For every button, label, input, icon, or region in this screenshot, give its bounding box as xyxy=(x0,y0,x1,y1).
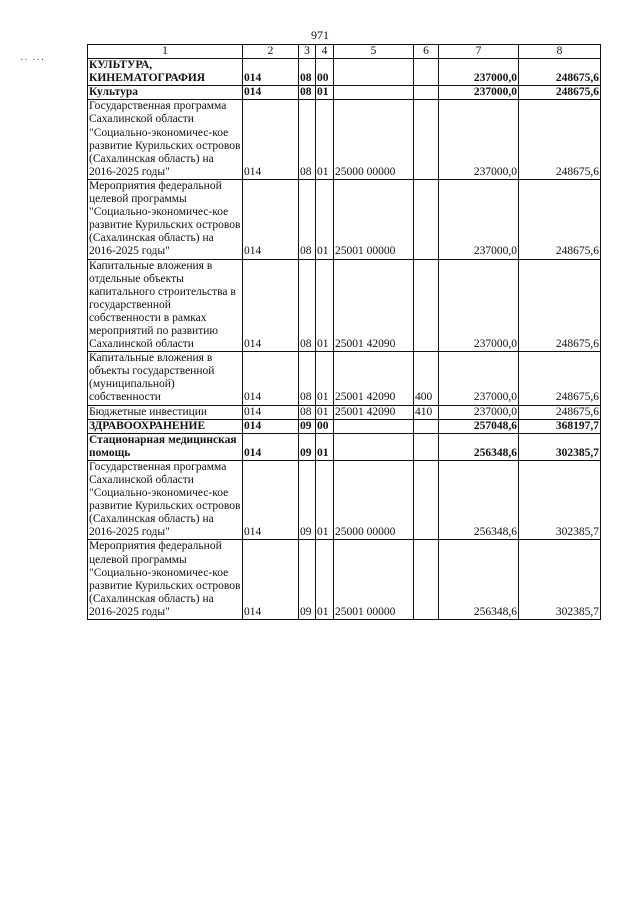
code-expense-type xyxy=(414,59,439,86)
code-target: 25000 00000 xyxy=(334,100,414,180)
code-subsection: 00 xyxy=(316,59,334,86)
amount-year-2: 248675,6 xyxy=(519,405,601,419)
header-row xyxy=(88,45,601,59)
code-expense-type xyxy=(414,179,439,259)
code-admin: 014 xyxy=(243,433,299,460)
code-target: 25001 42090 xyxy=(334,405,414,419)
row-name: ЗДРАВООХРАНЕНИЕ xyxy=(88,419,243,433)
code-expense-type: 400 xyxy=(414,352,439,405)
code-section: 08 xyxy=(299,259,316,352)
header-cell: 5 xyxy=(334,45,414,59)
code-section: 08 xyxy=(299,86,316,100)
code-admin: 014 xyxy=(243,419,299,433)
amount-year-1: 257048,6 xyxy=(439,419,519,433)
code-subsection: 01 xyxy=(316,259,334,352)
amount-year-1: 237000,0 xyxy=(439,59,519,86)
budget-table xyxy=(87,44,601,620)
table-row xyxy=(88,540,601,620)
code-subsection: 01 xyxy=(316,540,334,620)
table-row xyxy=(88,59,601,86)
table-row xyxy=(88,433,601,460)
page-number: 971 xyxy=(311,28,329,42)
amount-year-1: 256348,6 xyxy=(439,433,519,460)
header-cell: 6 xyxy=(414,45,439,59)
table-row xyxy=(88,352,601,405)
code-subsection: 01 xyxy=(316,405,334,419)
header-cell: 1 xyxy=(88,45,243,59)
code-admin: 014 xyxy=(243,259,299,352)
code-target: 25001 00000 xyxy=(334,540,414,620)
amount-year-2: 248675,6 xyxy=(519,59,601,86)
table-row xyxy=(88,179,601,259)
code-section: 08 xyxy=(299,100,316,180)
code-section: 08 xyxy=(299,59,316,86)
row-name: КУЛЬТУРА, КИНЕМАТОГРАФИЯ xyxy=(88,59,243,86)
table-row xyxy=(88,405,601,419)
row-name: Стационарная медицинская помощь xyxy=(88,433,243,460)
code-admin: 014 xyxy=(243,100,299,180)
amount-year-2: 248675,6 xyxy=(519,100,601,180)
amount-year-1: 237000,0 xyxy=(439,86,519,100)
table-row xyxy=(88,86,601,100)
amount-year-1: 256348,6 xyxy=(439,540,519,620)
code-expense-type: 410 xyxy=(414,405,439,419)
code-target xyxy=(334,419,414,433)
code-section: 08 xyxy=(299,405,316,419)
amount-year-1: 237000,0 xyxy=(439,405,519,419)
row-name: Бюджетные инвестиции xyxy=(88,405,243,419)
code-expense-type xyxy=(414,100,439,180)
code-target: 25001 42090 xyxy=(334,352,414,405)
code-subsection: 01 xyxy=(316,100,334,180)
code-expense-type xyxy=(414,433,439,460)
header-cell: 2 xyxy=(243,45,299,59)
code-subsection: 01 xyxy=(316,179,334,259)
code-admin: 014 xyxy=(243,86,299,100)
header-cell: 7 xyxy=(439,45,519,59)
code-admin: 014 xyxy=(243,179,299,259)
code-admin: 014 xyxy=(243,540,299,620)
amount-year-2: 248675,6 xyxy=(519,352,601,405)
code-section: 08 xyxy=(299,179,316,259)
code-section: 08 xyxy=(299,352,316,405)
amount-year-2: 302385,7 xyxy=(519,540,601,620)
amount-year-2: 302385,7 xyxy=(519,433,601,460)
row-name: Государственная программа Сахалинской области "Социально-экономичес-кое развитие Курильских островов (Сахалинская область) на 2016-2025 годы" xyxy=(88,100,243,180)
code-section: 09 xyxy=(299,460,316,540)
amount-year-1: 237000,0 xyxy=(439,259,519,352)
amount-year-2: 302385,7 xyxy=(519,460,601,540)
code-target xyxy=(334,86,414,100)
margin-marks: ·· ··· xyxy=(20,55,46,66)
code-expense-type xyxy=(414,460,439,540)
header-cell: 3 xyxy=(299,45,316,59)
code-section: 09 xyxy=(299,433,316,460)
code-subsection: 01 xyxy=(316,433,334,460)
code-subsection: 00 xyxy=(316,419,334,433)
code-expense-type xyxy=(414,419,439,433)
amount-year-2: 368197,7 xyxy=(519,419,601,433)
row-name: Мероприятия федеральной целевой программы "Социально-экономичес-кое развитие Курильских островов (Сахалинская область) на 2016-2025 годы" xyxy=(88,179,243,259)
code-subsection: 01 xyxy=(316,352,334,405)
code-expense-type xyxy=(414,86,439,100)
table-row xyxy=(88,100,601,180)
code-expense-type xyxy=(414,540,439,620)
code-subsection: 01 xyxy=(316,460,334,540)
code-target: 25001 42090 xyxy=(334,259,414,352)
header-cell: 4 xyxy=(316,45,334,59)
table-row xyxy=(88,419,601,433)
code-admin: 014 xyxy=(243,59,299,86)
amount-year-1: 256348,6 xyxy=(439,460,519,540)
amount-year-2: 248675,6 xyxy=(519,86,601,100)
amount-year-1: 237000,0 xyxy=(439,179,519,259)
code-target: 25000 00000 xyxy=(334,460,414,540)
row-name: Капитальные вложения в объекты государственной (муниципальной) собственности xyxy=(88,352,243,405)
row-name: Мероприятия федеральной целевой программы "Социально-экономичес-кое развитие Курильских островов (Сахалинская область) на 2016-2025 годы" xyxy=(88,540,243,620)
code-admin: 014 xyxy=(243,460,299,540)
amount-year-1: 237000,0 xyxy=(439,352,519,405)
row-name: Капитальные вложения в отдельные объекты капитального строительства в государственной собственности в рамках мероприятий по развитию Сахалинской области xyxy=(88,259,243,352)
code-expense-type xyxy=(414,259,439,352)
code-admin: 014 xyxy=(243,352,299,405)
row-name: Государственная программа Сахалинской области "Социально-экономичес-кое развитие Курильских островов (Сахалинская область) на 2016-2025 годы" xyxy=(88,460,243,540)
amount-year-2: 248675,6 xyxy=(519,259,601,352)
header-cell: 8 xyxy=(519,45,601,59)
code-section: 09 xyxy=(299,540,316,620)
row-name: Культура xyxy=(88,86,243,100)
code-subsection: 01 xyxy=(316,86,334,100)
code-target xyxy=(334,433,414,460)
code-target: 25001 00000 xyxy=(334,179,414,259)
table-row xyxy=(88,259,601,352)
code-section: 09 xyxy=(299,419,316,433)
amount-year-2: 248675,6 xyxy=(519,179,601,259)
table-row xyxy=(88,460,601,540)
amount-year-1: 237000,0 xyxy=(439,100,519,180)
code-target xyxy=(334,59,414,86)
code-admin: 014 xyxy=(243,405,299,419)
